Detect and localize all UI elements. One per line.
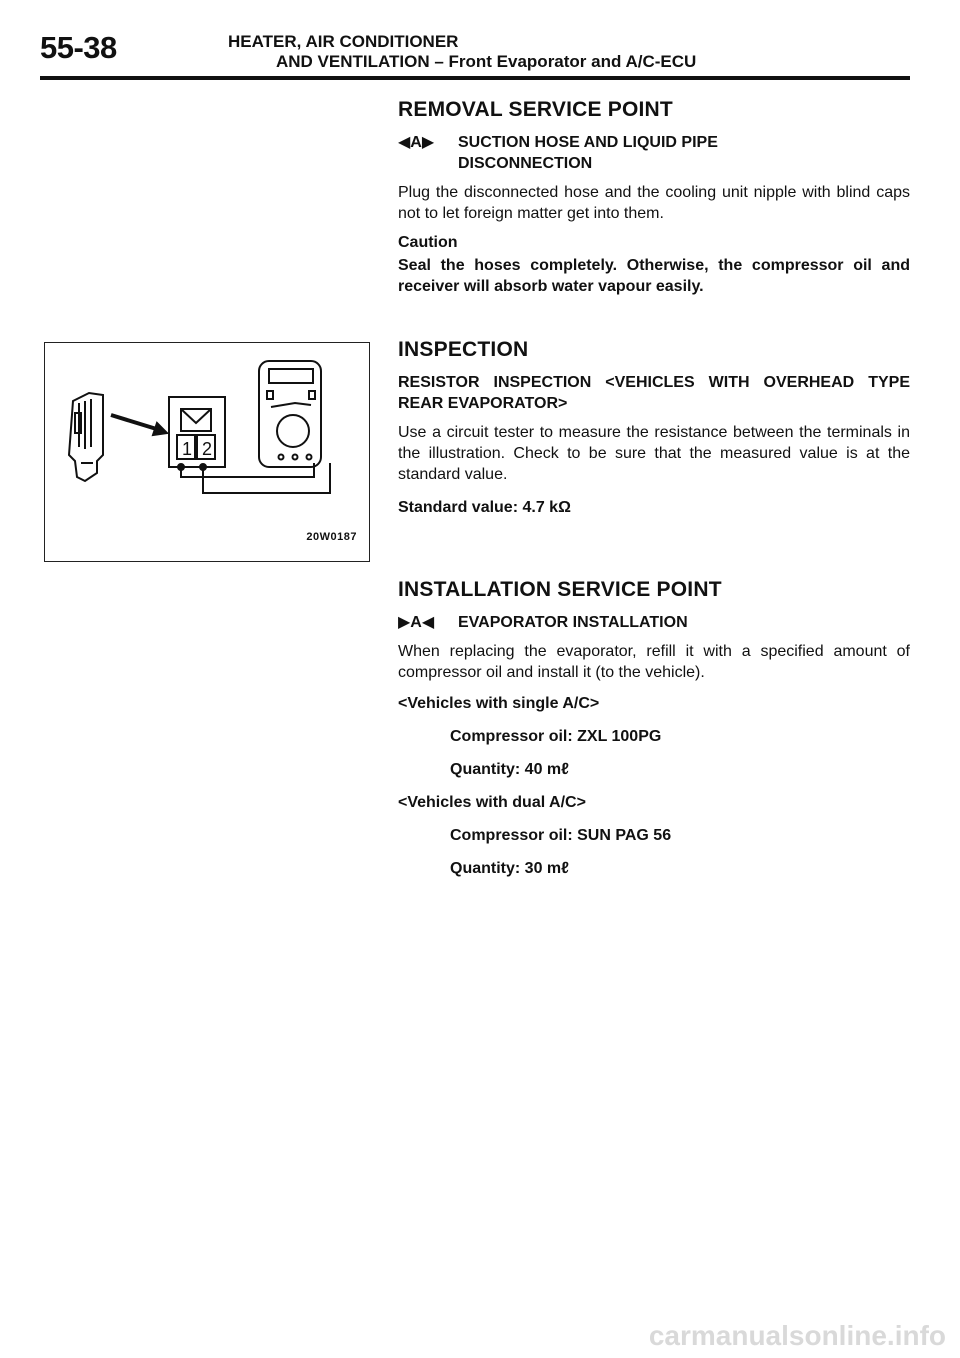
removal-subheading (398, 132, 910, 174)
installation-section (398, 578, 910, 879)
removal-body: Plug the disconnected hose and the cooling unit nipple with blind caps not to let foreign matter get into them. (398, 184, 910, 222)
dual-ac-label: <Vehicles with dual A/C> (398, 794, 586, 811)
terminal-2-label: 2 (202, 439, 213, 459)
inspection-title: INSPECTION (398, 338, 529, 361)
dual-ac-quantity: Quantity: 30 mℓ (450, 860, 569, 877)
single-ac-quantity: Quantity: 40 mℓ (450, 761, 569, 778)
removal-title: REMOVAL SERVICE POINT (398, 98, 673, 121)
installation-marker: ▶A◀ (398, 614, 435, 631)
inspection-body: Use a circuit tester to measure the resistance between the terminals in the illustration. Check to be sure that the measured value is at the standard value. (398, 424, 910, 483)
installation-title: INSTALLATION SERVICE POINT (398, 578, 722, 601)
removal-marker: ◀A▶ (398, 134, 435, 151)
header-rule (40, 76, 910, 80)
installation-subheading (398, 612, 910, 633)
installation-body: When replacing the evaporator, refill it with a specified amount of compressor oil and install it (to the vehicle). (398, 643, 910, 681)
resistor-inspection-figure (44, 342, 370, 562)
removal-sub-line2: DISCONNECTION (458, 155, 593, 172)
caution-text: Seal the hoses completely. Otherwise, the compressor oil and receiver will absorb water vapour easily. (398, 257, 910, 295)
circuit-tester-diagram (45, 343, 368, 560)
standard-value: Standard value: 4.7 kΩ (398, 499, 571, 516)
watermark: carmanualsonline.info (648, 1320, 946, 1351)
header-title-line2: AND VENTILATION – Front Evaporator and A/C-ECU (276, 52, 697, 71)
page-number: 55-38 (40, 30, 117, 65)
caution-label: Caution (398, 234, 458, 251)
installation-sub-title: EVAPORATOR INSTALLATION (458, 614, 688, 631)
header-title-line1: HEATER, AIR CONDITIONER (228, 32, 459, 51)
inspection-subheading: RESISTOR INSPECTION <VEHICLES WITH OVERHEAD TYPE REAR EVAPORATOR> (398, 374, 910, 412)
single-ac-oil: Compressor oil: ZXL 100PG (450, 728, 662, 745)
single-ac-label: <Vehicles with single A/C> (398, 695, 600, 712)
terminal-1-label: 1 (182, 439, 193, 459)
dual-ac-oil: Compressor oil: SUN PAG 56 (450, 827, 672, 844)
figure-code: 20W0187 (306, 531, 357, 543)
removal-section (398, 98, 910, 297)
inspection-section (398, 338, 910, 518)
removal-sub-line1: SUCTION HOSE AND LIQUID PIPE (458, 134, 718, 151)
